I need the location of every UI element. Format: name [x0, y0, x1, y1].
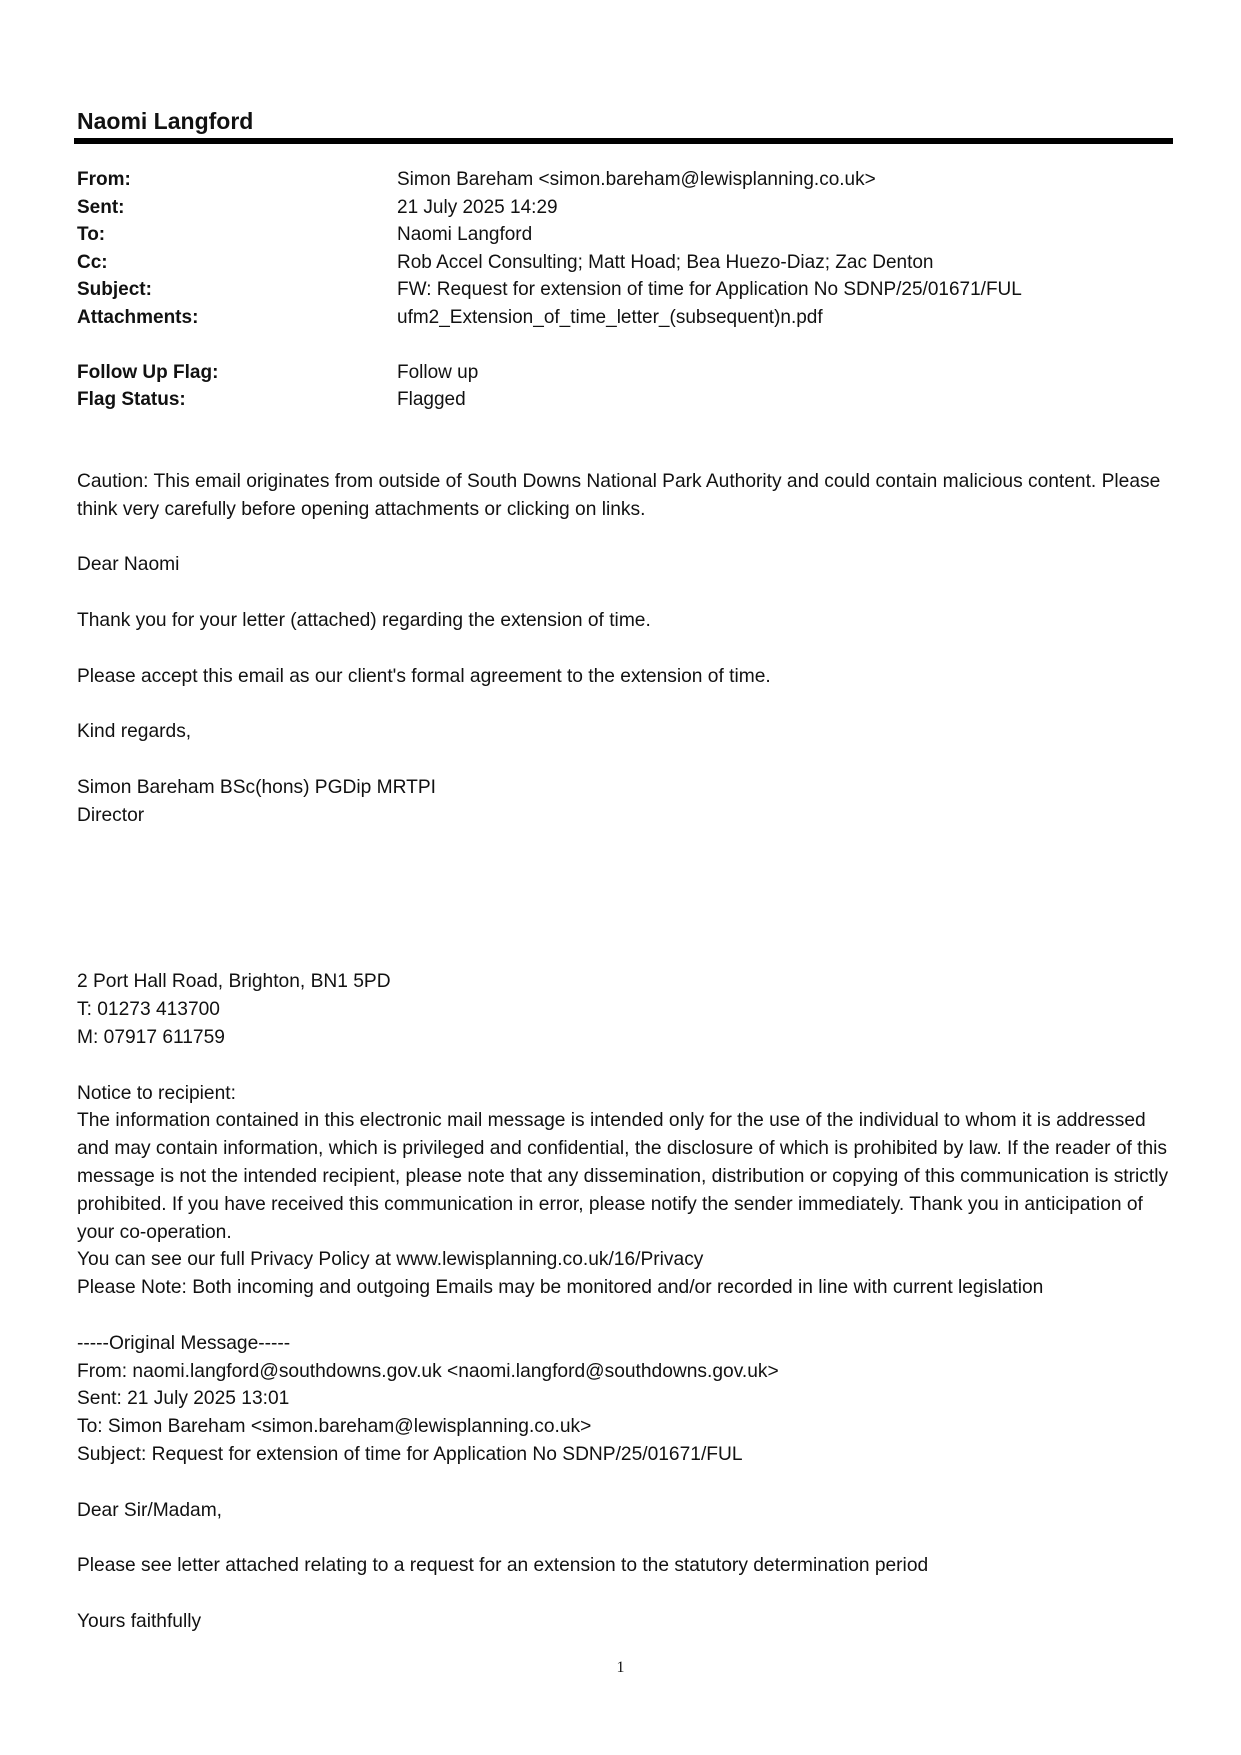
header-value-from: Simon Bareham <simon.bareham@lewisplanning.co.uk> — [397, 169, 876, 190]
greeting: Dear Naomi — [77, 554, 180, 576]
body-paragraph: Thank you for your letter (attached) regarding the extension of time. — [77, 609, 651, 631]
body-paragraph: Please accept this email as our client's formal agreement to the extension of time. — [77, 665, 771, 687]
original-to: To: Simon Bareham <simon.bareham@lewisplanning.co.uk> — [77, 1416, 592, 1438]
header-label: Cc: — [77, 251, 108, 273]
original-greeting: Dear Sir/Madam, — [77, 1499, 223, 1521]
header-label: Sent: — [77, 196, 125, 218]
email-body — [77, 468, 1177, 1635]
header-value-to: Naomi Langford — [397, 224, 533, 245]
header-label: Follow Up Flag: — [77, 361, 219, 383]
header-value-subject: FW: Request for extension of time for Application No SDNP/25/01671/FUL — [397, 279, 1022, 300]
header-label: From: — [77, 169, 131, 190]
page-number: 1 — [616, 1659, 625, 1676]
header-divider — [74, 138, 1173, 144]
header-row-follow-up-flag — [77, 359, 1173, 387]
signature-name: Simon Bareham BSc(hons) PGDip MRTPI — [77, 776, 436, 798]
header-row-attachments — [77, 304, 1173, 332]
header-row-subject — [77, 276, 1173, 304]
notice-text: The information contained in this electronic mail message is intended only for the use of the individual to whom it is addressed and may contain information, which is privileged and confidential, the disclosure of which is prohibited by law. If the reader of this message is not the intended recipient, please note that any dissemination, distribution or copying of this communication is strictly prohibited. If you have received this communication in error, please notify the sender immediately. Thank you in anticipation of your co-operation. — [77, 1110, 1169, 1243]
header-row-to — [77, 221, 1173, 249]
email-headers — [77, 166, 1173, 414]
header-value-attachments: ufm2_Extension_of_time_letter_(subsequent)n.pdf — [397, 306, 823, 328]
header-row-flag-status — [77, 386, 1173, 414]
header-row-cc — [77, 249, 1173, 277]
original-message-divider: -----Original Message----- — [77, 1332, 291, 1354]
caution-notice: Caution: This email originates from outside of South Downs National Park Authority and could contain malicious content. Please think very carefully before opening attachments or clicking on links. — [77, 471, 1161, 520]
original-sent: Sent: 21 July 2025 13:01 — [77, 1388, 290, 1410]
header-value-cc: Rob Accel Consulting; Matt Hoad; Bea Huezo-Diaz; Zac Denton — [397, 251, 934, 273]
original-from: From: naomi.langford@southdowns.gov.uk <naomi.langford@southdowns.gov.uk> — [77, 1360, 779, 1382]
header-value-follow-up-flag: Follow up — [397, 361, 479, 383]
header-label: Subject: — [77, 279, 152, 300]
header-label: Flag Status: — [77, 389, 186, 410]
header-label: Attachments: — [77, 306, 199, 328]
signature-phone: T: 01273 413700 — [77, 999, 220, 1021]
notice-heading: Notice to recipient: — [77, 1082, 236, 1104]
header-row-from — [77, 166, 1173, 194]
header-value-flag-status: Flagged — [397, 389, 466, 410]
signature-mobile: M: 07917 611759 — [77, 1026, 225, 1048]
header-row-sent — [77, 194, 1173, 222]
original-subject: Subject: Request for extension of time for Application No SDNP/25/01671/FUL — [77, 1443, 743, 1465]
header-label: To: — [77, 224, 106, 245]
original-text: Please see letter attached relating to a request for an extension to the statutory determination period — [77, 1555, 929, 1577]
header-value-sent: 21 July 2025 14:29 — [397, 196, 558, 218]
closing: Kind regards, — [77, 721, 192, 743]
signature-spacer — [77, 829, 1177, 968]
signature-title: Director — [77, 804, 145, 826]
monitoring-line: Please Note: Both incoming and outgoing Emails may be monitored and/or recorded in line with current legislation — [77, 1277, 1044, 1299]
original-closing: Yours faithfully — [77, 1610, 202, 1632]
privacy-line: You can see our full Privacy Policy at www.lewisplanning.co.uk/16/Privacy — [77, 1249, 704, 1271]
header-spacer — [77, 331, 1173, 359]
mailbox-owner-name: Naomi Langford — [77, 108, 254, 134]
signature-address: 2 Port Hall Road, Brighton, BN1 5PD — [77, 971, 391, 993]
